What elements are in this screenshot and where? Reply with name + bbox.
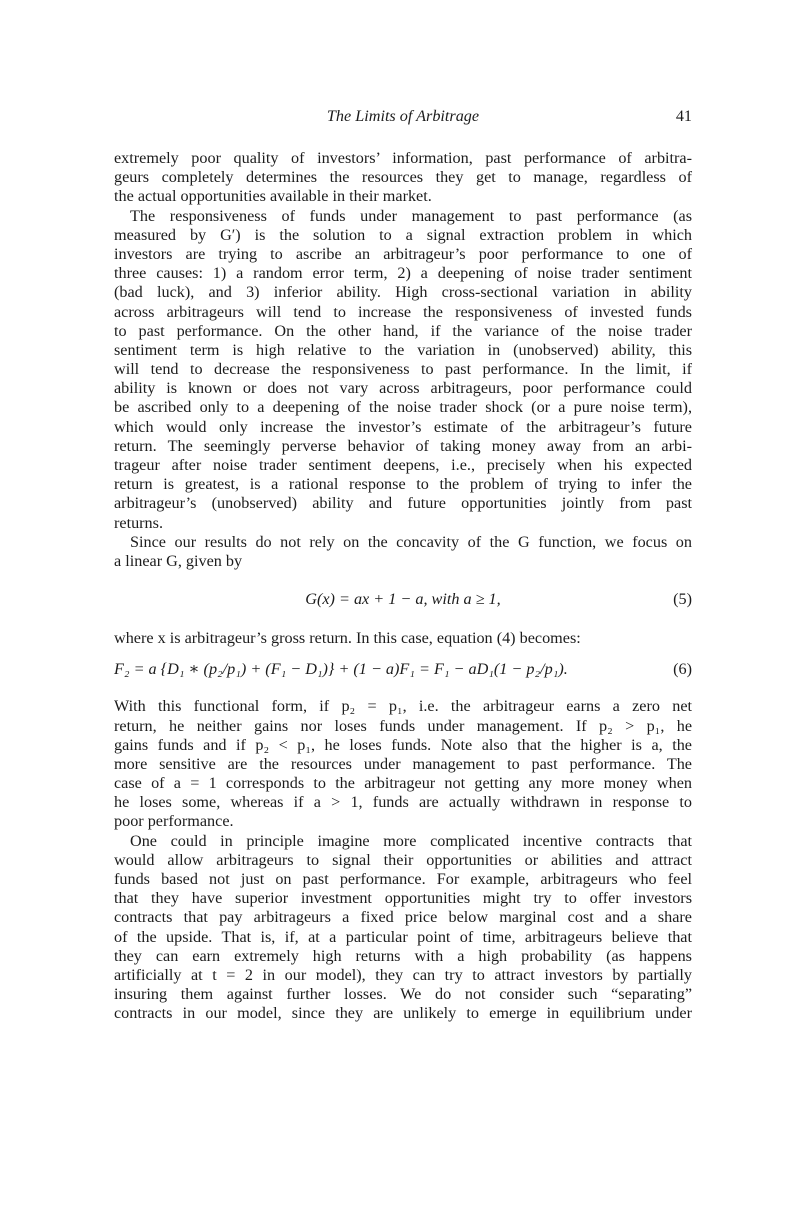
text-line: trageur after noise trader sentiment deepens, i.e., precisely when his expected bbox=[114, 456, 692, 474]
text-line: return is greatest, is a rational response to the problem of trying to infer the bbox=[114, 475, 692, 494]
text-line: The responsiveness of funds under management to past performance (as bbox=[130, 206, 692, 225]
paragraph-linear-g bbox=[114, 533, 692, 571]
text-line: (bad luck), and 3) inferior ability. High cross-sectional variation in ability bbox=[114, 283, 692, 302]
text-line: he loses some, whereas if a > 1, funds are actually withdrawn in response to bbox=[114, 793, 692, 812]
equation-5-number: (5) bbox=[673, 590, 692, 609]
paragraph-gross-return bbox=[114, 629, 692, 648]
equation-6 bbox=[114, 658, 692, 680]
text-line: of the upside. That is, if, at a particular point of time, arbitrageurs believe that bbox=[114, 927, 692, 946]
text-line: across arbitrageurs will tend to increase the responsiveness of invested funds bbox=[114, 302, 692, 321]
paragraph-incentive-contracts bbox=[114, 832, 692, 1024]
text-line: three causes: 1) a random error term, 2) a deepening of noise trader sentiment bbox=[114, 264, 692, 283]
text-line: they can earn extremely high returns with a high probability (as happens bbox=[114, 946, 692, 965]
text-line: be ascribed only to a deepening of the noise trader shock (or a pure noise term), bbox=[114, 398, 692, 417]
text-line: gains funds and if p₂ < p₁, he loses funds. Note also that the higher is a, the bbox=[114, 735, 692, 754]
paragraph-functional-form bbox=[114, 697, 692, 831]
text-line: more sensitive are the resources under management to past performance. The bbox=[114, 754, 692, 773]
page-number: 41 bbox=[675, 107, 692, 125]
running-title: The Limits of Arbitrage bbox=[326, 107, 480, 125]
page-header bbox=[114, 107, 692, 129]
text-line: insuring them against further losses. We do not consider such “separating” bbox=[114, 985, 692, 1004]
text-line: measured by G′) is the solution to a signal extraction problem in which bbox=[114, 225, 692, 244]
text-line: to past performance. On the other hand, if the variance of the noise trader bbox=[114, 321, 692, 340]
text-line: contracts in our model, since they are unlikely to emerge in equilibrium under bbox=[114, 1004, 692, 1023]
paragraph-continued bbox=[114, 149, 692, 207]
text-line: return, he neither gains nor loses funds under management. If p₂ > p₁, he bbox=[114, 716, 692, 735]
text-line: One could in principle imagine more complicated incentive contracts that bbox=[130, 831, 692, 850]
equation-5 bbox=[114, 588, 692, 610]
text-line: extremely poor quality of investors’ information, past performance of arbitra- bbox=[114, 149, 692, 167]
text-line: investors are trying to ascribe an arbitrageur’s poor performance to one of bbox=[114, 244, 692, 263]
text-line: contracts that pay arbitrageurs a fixed price below marginal cost and a share bbox=[114, 908, 692, 927]
text-line: where x is arbitrageur’s gross return. In this case, equation (4) becomes: bbox=[114, 629, 581, 648]
text-line: that they have superior investment opportunities might try to offer investors bbox=[114, 889, 692, 908]
text-line: would allow arbitrageurs to signal their opportunities or abilities and attract bbox=[114, 850, 692, 869]
text-line: geurs completely determines the resources they get to manage, regardless of bbox=[114, 168, 692, 187]
text-line: ability is known or does not vary across arbitrageurs, poor performance could bbox=[114, 379, 692, 398]
text-line: case of a = 1 corresponds to the arbitrageur not getting any more money when bbox=[114, 774, 692, 793]
text-line: return. The seemingly perverse behavior of taking money away from an arbi- bbox=[114, 436, 692, 455]
text-line: a linear G, given by bbox=[114, 551, 243, 570]
text-line: Since our results do not rely on the concavity of the G function, we focus on bbox=[130, 532, 692, 551]
text-line: which would only increase the investor’s estimate of the arbitrageur’s future bbox=[114, 417, 692, 436]
text-line: artificially at t = 2 in our model), they can try to attract investors by partially bbox=[114, 965, 692, 984]
text-line: funds based not just on past performance. For example, arbitrageurs who feel bbox=[114, 870, 692, 888]
text-line: poor performance. bbox=[114, 812, 234, 831]
equation-5-formula: G(x) = ax + 1 − a, with a ≥ 1, bbox=[305, 590, 501, 609]
equation-6-formula: F₂ = a {D₁ ∗ (p₂/p₁) + (F₁ − D₁)} + (1 − a)F₁ = F₁ − aD₁(1 − p₂/p₁). bbox=[114, 660, 568, 679]
text-line: the actual opportunities available in their market. bbox=[114, 187, 432, 206]
text-line: With this functional form, if p₂ = p₁, i.e. the arbitrageur earns a zero net bbox=[114, 697, 692, 716]
text-line: sentiment term is high relative to the variation in (unobserved) ability, this bbox=[114, 340, 692, 359]
text-line: returns. bbox=[114, 513, 163, 532]
text-line: will tend to decrease the responsiveness to past performance. In the limit, if bbox=[114, 360, 692, 379]
body-text bbox=[114, 149, 692, 1024]
paragraph-signal-extraction bbox=[114, 207, 692, 533]
text-line: arbitrageur’s (unobserved) ability and future opportunities jointly from past bbox=[114, 494, 692, 513]
equation-6-number: (6) bbox=[673, 660, 692, 679]
